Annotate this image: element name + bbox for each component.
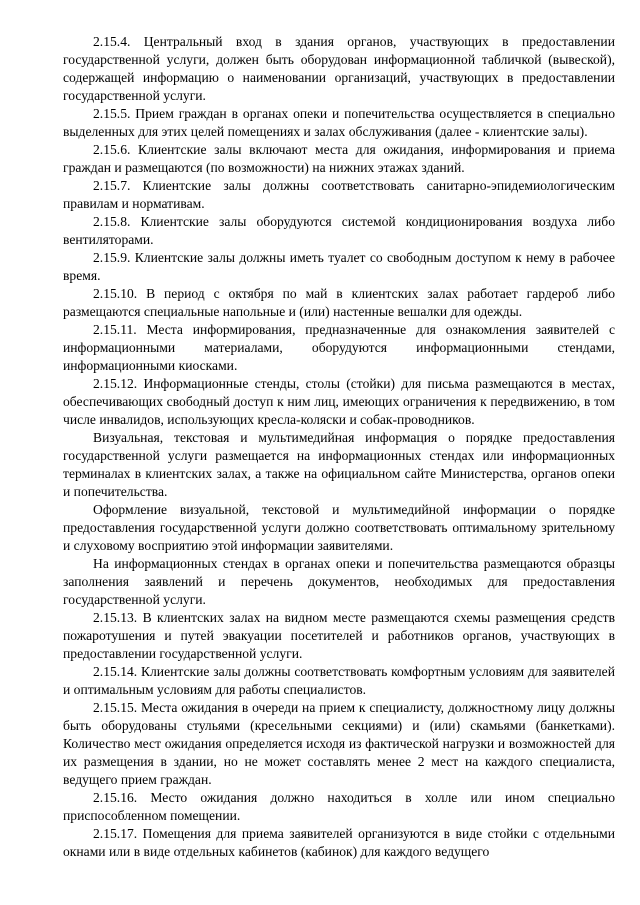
paragraph-2-15-16: 2.15.16. Место ожидания должно находиться в холле или ином специально приспособленном помещении. — [63, 790, 615, 823]
paragraph-2-15-9: 2.15.9. Клиентские залы должны иметь туалет со свободным доступом к нему в рабочее время. — [63, 250, 615, 283]
paragraph-2-15-14: 2.15.14. Клиентские залы должны соответствовать комфортным условиям для заявителей и оптимальным условиям для работы специалистов. — [63, 664, 615, 697]
paragraph-2-15-17: 2.15.17. Помещения для приема заявителей организуются в виде стойки с отдельными окнами или в виде отдельных кабинетов (кабинок) для каждого ведущего — [63, 826, 615, 859]
paragraph-2-15-7: 2.15.7. Клиентские залы должны соответствовать санитарно-эпидемиологическим правилам и нормативам. — [63, 178, 615, 211]
paragraph-2-15-6: 2.15.6. Клиентские залы включают места для ожидания, информирования и приема граждан и размещаются (по возможности) на нижних этажах зданий. — [63, 142, 615, 175]
paragraph-2-15-4: 2.15.4. Центральный вход в здания органов, участвующих в предоставлении государственной услуги, должен быть оборудован информационной табличкой (вывеской), содержащей информацию о наименовании организаций, участвующих в предоставлении государственной услуги. — [63, 34, 615, 103]
paragraph-visual-info: Визуальная, текстовая и мультимедийная информация о порядке предоставления государственной услуги размещается на информационных стендах или информационных терминалах в клиентских залах, а также на официальном сайте Министерства, органов опеки и попечительства. — [63, 430, 615, 499]
paragraph-2-15-11: 2.15.11. Места информирования, предназначенные для ознакомления заявителей с информационными материалами, оборудуются информационными стендами, информационными киосками. — [63, 322, 615, 373]
paragraph-2-15-15: 2.15.15. Места ожидания в очереди на прием к специалисту, должностному лицу должны быть оборудованы стульями (кресельными секциями) и (или) скамьями (банкетками). Количество мест ожидания определяется исходя из фактической нагрузки и возможностей для их размещения в здании, но не может составлять менее 2 мест на каждого специалиста, ведущего прием граждан. — [63, 700, 615, 787]
paragraph-info-design: Оформление визуальной, текстовой и мультимедийной информации о порядке предоставления государственной услуги должно соответствовать оптимальному зрительному и слуховому восприятию этой информации заявителями. — [63, 502, 615, 553]
paragraph-2-15-13: 2.15.13. В клиентских залах на видном месте размещаются схемы размещения средств пожаротушения и путей эвакуации посетителей и работников органов, участвующих в предоставлении государственной услуги. — [63, 610, 615, 661]
paragraph-2-15-10: 2.15.10. В период с октября по май в клиентских залах работает гардероб либо размещаются специальные напольные и (или) настенные вешалки для одежды. — [63, 286, 615, 319]
paragraph-2-15-12: 2.15.12. Информационные стенды, столы (стойки) для письма размещаются в местах, обеспечивающих свободный доступ к ним лиц, имеющих ограничения к передвижению, в том числе инвалидов, использующих кресла-коляски и собак-проводников. — [63, 376, 615, 427]
paragraph-2-15-8: 2.15.8. Клиентские залы оборудуются системой кондиционирования воздуха либо вентиляторами. — [63, 214, 615, 247]
document-page — [63, 33, 615, 861]
paragraph-info-stands: На информационных стендах в органах опеки и попечительства размещаются образцы заполнения заявлений и перечень документов, необходимых для предоставления государственной услуги. — [63, 556, 615, 607]
paragraph-2-15-5: 2.15.5. Прием граждан в органах опеки и попечительства осуществляется в специально выделенных для этих целей помещениях и залах обслуживания (далее - клиентские залы). — [63, 106, 615, 139]
